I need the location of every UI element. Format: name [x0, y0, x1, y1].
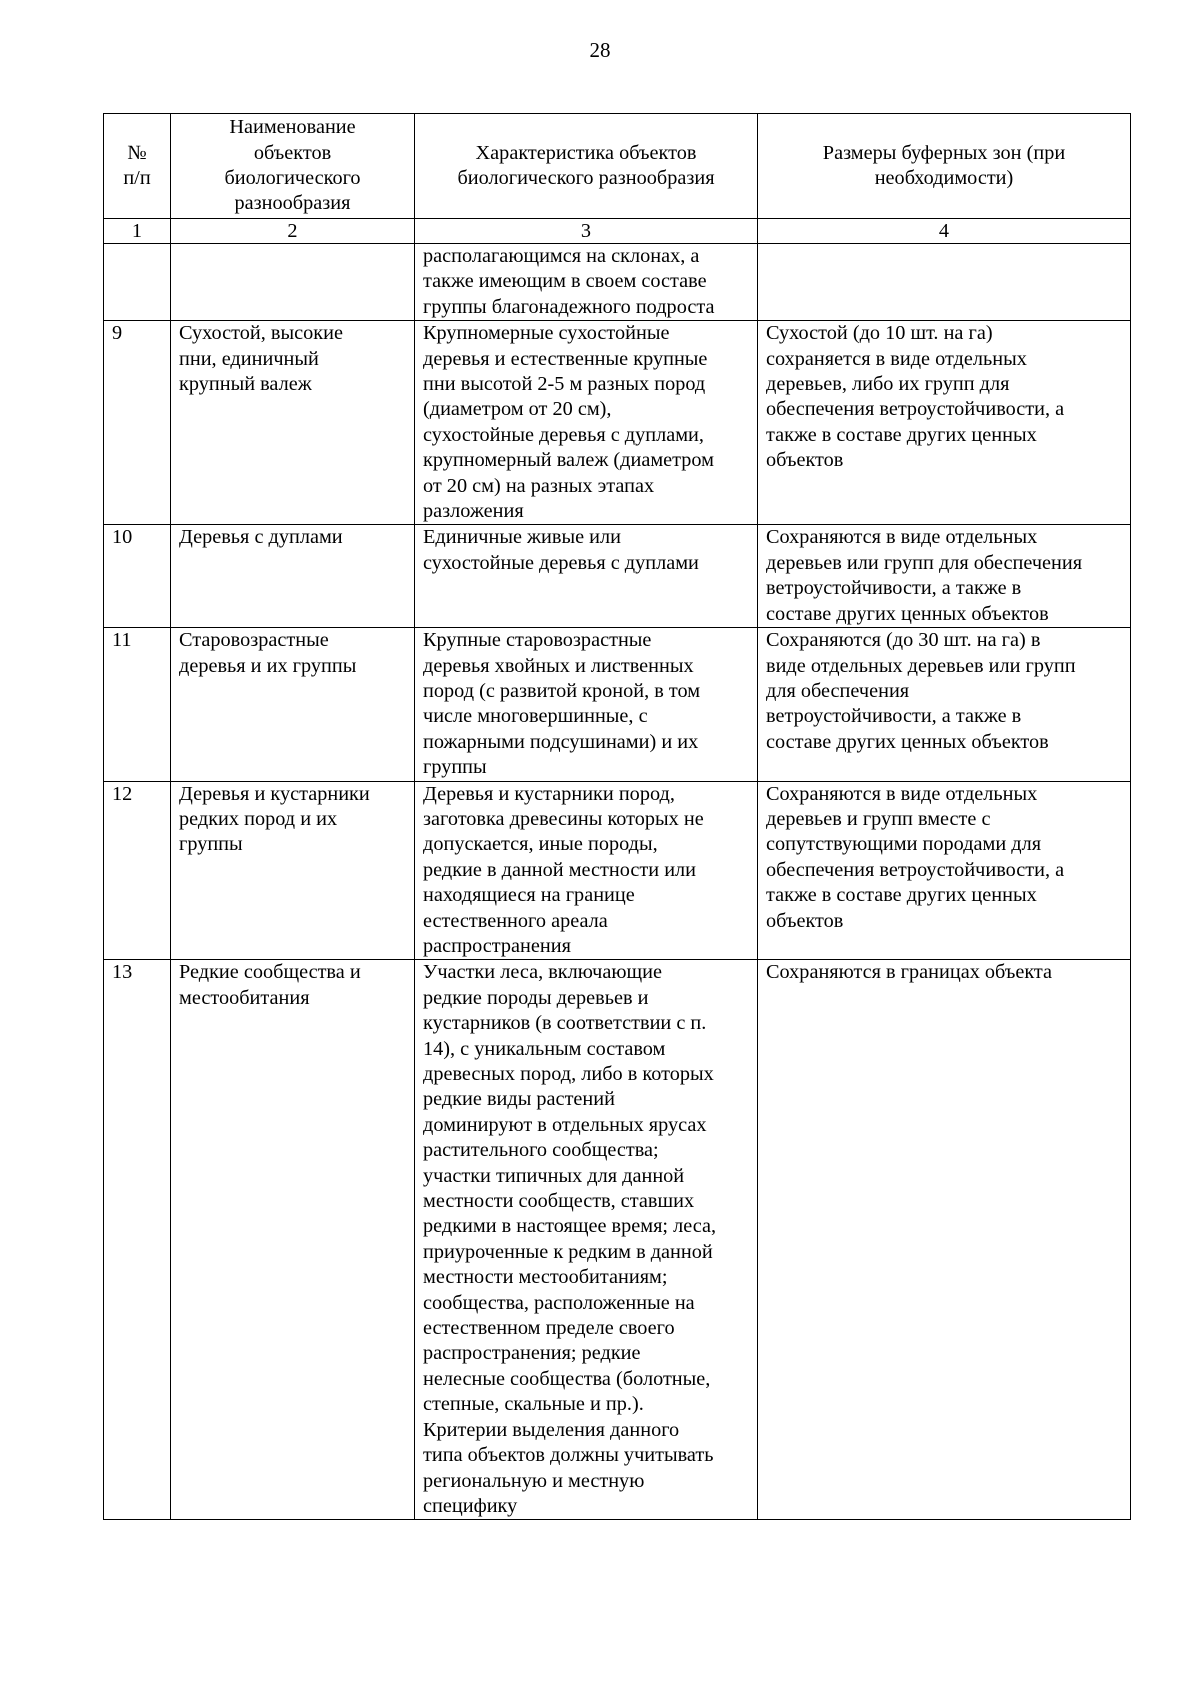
buffer-zone-size-line: Сухостой (до 10 шт. на га)	[766, 322, 993, 345]
object-name-line: Сухостой, высокие	[179, 322, 343, 345]
table-body	[104, 244, 1131, 1520]
header-number: № п/п	[104, 114, 171, 219]
buffer-zone-size-line: составе других ценных объектов	[766, 730, 1049, 753]
buffer-zone-size-line: Сохраняются в границах объекта	[766, 961, 1053, 984]
column-number: 2	[171, 219, 415, 244]
header-name: Наименование объектов биологического разнообразия	[171, 114, 415, 219]
page-number: 28	[589, 38, 611, 62]
object-characteristic-line: нелесные сообщества (болотные,	[423, 1367, 711, 1390]
object-name	[171, 525, 415, 628]
row-number: 12	[104, 781, 171, 960]
object-characteristic-line: Критерии выделения данного	[423, 1418, 680, 1441]
object-characteristic-line: редкими в настоящее время; леса,	[423, 1215, 717, 1238]
buffer-zone-size-line: для обеспечения	[766, 679, 910, 702]
biodiversity-objects-table	[103, 113, 1131, 1520]
object-characteristic-line: располагающимся на склонах, а	[423, 245, 700, 267]
object-characteristic-line: группы благонадежного подроста	[423, 295, 715, 318]
buffer-zone-size-line: ветроустойчивости, а также в	[766, 577, 1022, 600]
buffer-zone-size-line: сохраняется в виде отдельных	[766, 347, 1027, 370]
object-characteristic-line: естественного ареала	[423, 909, 608, 932]
object-characteristic-line: редкие виды растений	[423, 1088, 615, 1111]
table-row	[104, 321, 1131, 525]
row-number: 11	[104, 628, 171, 781]
object-name-line: Старовозрастные	[179, 629, 329, 652]
object-name	[171, 244, 415, 321]
object-characteristic-line: распространения; редкие	[423, 1342, 641, 1365]
object-characteristic-line: растительного сообщества;	[423, 1139, 659, 1162]
table-row	[104, 960, 1131, 1520]
object-characteristic-line: пожарными подсушинами) и их	[423, 730, 699, 753]
object-characteristic-line: заготовка древесины которых не	[423, 807, 704, 830]
object-characteristic-line: распространения	[423, 934, 571, 957]
row-number	[104, 244, 171, 321]
object-characteristic-line: приуроченные к редким в данной	[423, 1240, 713, 1263]
header-buffer-zones: Размеры буферных зон (при необходимости)	[758, 114, 1131, 219]
object-characteristic-line: кустарников (в соответствии с п.	[423, 1012, 707, 1035]
buffer-zone-size-line: деревьев или групп для обеспечения	[766, 551, 1083, 574]
column-number: 1	[104, 219, 171, 244]
object-characteristic-line: пни высотой 2-5 м разных пород	[423, 373, 706, 396]
buffer-zone-size-line: деревьев и групп вместе с	[766, 807, 991, 830]
object-name-line: местообитания	[179, 986, 310, 1009]
object-characteristic	[415, 960, 758, 1520]
buffer-zone-size-line: ветроустойчивости, а также в	[766, 705, 1022, 728]
object-characteristic-line: редкие в данной местности или	[423, 858, 697, 881]
object-characteristic-line: Крупные старовозрастные	[423, 629, 652, 652]
object-characteristic-line: степные, скальные и пр.).	[423, 1393, 644, 1416]
buffer-zone-size	[758, 525, 1131, 628]
object-name	[171, 321, 415, 525]
object-name-line: Редкие сообщества и	[179, 961, 361, 984]
object-characteristic-line: сухостойные деревья с дуплами,	[423, 423, 704, 446]
object-name	[171, 781, 415, 960]
column-number: 4	[758, 219, 1131, 244]
buffer-zone-size-line: Сохраняются в виде отдельных	[766, 782, 1038, 805]
table-row	[104, 525, 1131, 628]
buffer-zone-size-line: объектов	[766, 909, 844, 932]
object-characteristic-line: специфику	[423, 1494, 518, 1517]
buffer-zone-size-line: объектов	[766, 449, 844, 472]
buffer-zone-size-line: обеспечения ветроустойчивости, а	[766, 858, 1065, 881]
column-number-row	[104, 219, 1131, 244]
object-name-line: Деревья и кустарники	[179, 782, 370, 805]
object-characteristic-line: Деревья и кустарники пород,	[423, 782, 675, 805]
buffer-zone-size-line: также в составе других ценных	[766, 884, 1037, 907]
buffer-zone-size-line: сопутствующими породами для	[766, 833, 1042, 856]
object-characteristic	[415, 244, 758, 321]
buffer-zone-size-line: Сохраняются в виде отдельных	[766, 526, 1038, 549]
buffer-zone-size-line: виде отдельных деревьев или групп	[766, 654, 1076, 677]
object-name-line: редких пород и их	[179, 807, 338, 830]
buffer-zone-size	[758, 781, 1131, 960]
object-characteristic-line: местности местообитаниям;	[423, 1266, 668, 1289]
object-name-line: группы	[179, 833, 243, 856]
object-characteristic-line: сухостойные деревья с дуплами	[423, 551, 699, 574]
object-characteristic-line: региональную и местную	[423, 1469, 645, 1492]
object-characteristic-line: Единичные живые или	[423, 526, 621, 549]
buffer-zone-size-line: деревьев, либо их групп для	[766, 373, 1010, 396]
object-characteristic-line: Участки леса, включающие	[423, 961, 662, 984]
object-characteristic-line: группы	[423, 756, 487, 779]
object-characteristic-line: крупномерный валеж (диаметром	[423, 449, 715, 472]
object-characteristic	[415, 321, 758, 525]
buffer-zone-size-line: составе других ценных объектов	[766, 602, 1049, 625]
object-name-line: деревья и их группы	[179, 654, 357, 677]
object-characteristic-line: редкие породы деревьев и	[423, 986, 649, 1009]
buffer-zone-size-line: обеспечения ветроустойчивости, а	[766, 398, 1065, 421]
buffer-zone-size	[758, 960, 1131, 1520]
object-characteristic-line: древесных пород, либо в которых	[423, 1063, 714, 1085]
object-characteristic-line: местности сообществ, ставших	[423, 1190, 695, 1213]
object-characteristic-line: пород (с развитой кроной, в том	[423, 679, 701, 702]
object-characteristic-line: деревья и естественные крупные	[423, 347, 708, 370]
table-row	[104, 244, 1131, 321]
object-characteristic-line: разложения	[423, 500, 524, 523]
object-name	[171, 960, 415, 1520]
object-characteristic-line: 14), с уникальным составом	[423, 1037, 666, 1060]
buffer-zone-size-line: также в составе других ценных	[766, 423, 1037, 446]
object-characteristic-line: доминируют в отдельных ярусах	[423, 1113, 707, 1136]
table-header-row	[104, 114, 1131, 219]
table-row	[104, 628, 1131, 781]
object-name	[171, 628, 415, 781]
header-characteristic: Характеристика объектов биологического разнообразия	[415, 114, 758, 219]
object-characteristic-line: Крупномерные сухостойные	[423, 322, 670, 345]
column-number: 3	[415, 219, 758, 244]
object-characteristic-line: (диаметром от 20 см),	[423, 398, 612, 421]
object-characteristic	[415, 628, 758, 781]
buffer-zone-size	[758, 321, 1131, 525]
table-row	[104, 781, 1131, 960]
object-characteristic-line: числе многовершинные, с	[423, 705, 648, 728]
object-characteristic-line: деревья хвойных и лиственных	[423, 654, 694, 677]
object-characteristic	[415, 525, 758, 628]
buffer-zone-size	[758, 244, 1131, 321]
object-name-line: крупный валеж	[179, 373, 312, 396]
object-characteristic-line: участки типичных для данной	[423, 1164, 685, 1187]
object-characteristic	[415, 781, 758, 960]
object-characteristic-line: типа объектов должны учитывать	[423, 1444, 714, 1467]
buffer-zone-size-line: Сохраняются (до 30 шт. на га) в	[766, 629, 1041, 652]
object-characteristic-line: от 20 см) на разных этапах	[423, 474, 655, 497]
object-characteristic-line: находящиеся на границе	[423, 884, 635, 907]
buffer-zone-size	[758, 628, 1131, 781]
row-number: 13	[104, 960, 171, 1520]
object-characteristic-line: допускается, иные породы,	[423, 833, 658, 856]
object-characteristic-line: также имеющим в своем составе	[423, 270, 707, 293]
object-name-line: пни, единичный	[179, 347, 319, 370]
row-number: 10	[104, 525, 171, 628]
object-characteristic-line: сообщества, расположенные на	[423, 1291, 695, 1314]
object-characteristic-line: естественном пределе своего	[423, 1317, 675, 1340]
row-number: 9	[104, 321, 171, 525]
object-name-line: Деревья с дуплами	[179, 526, 343, 549]
